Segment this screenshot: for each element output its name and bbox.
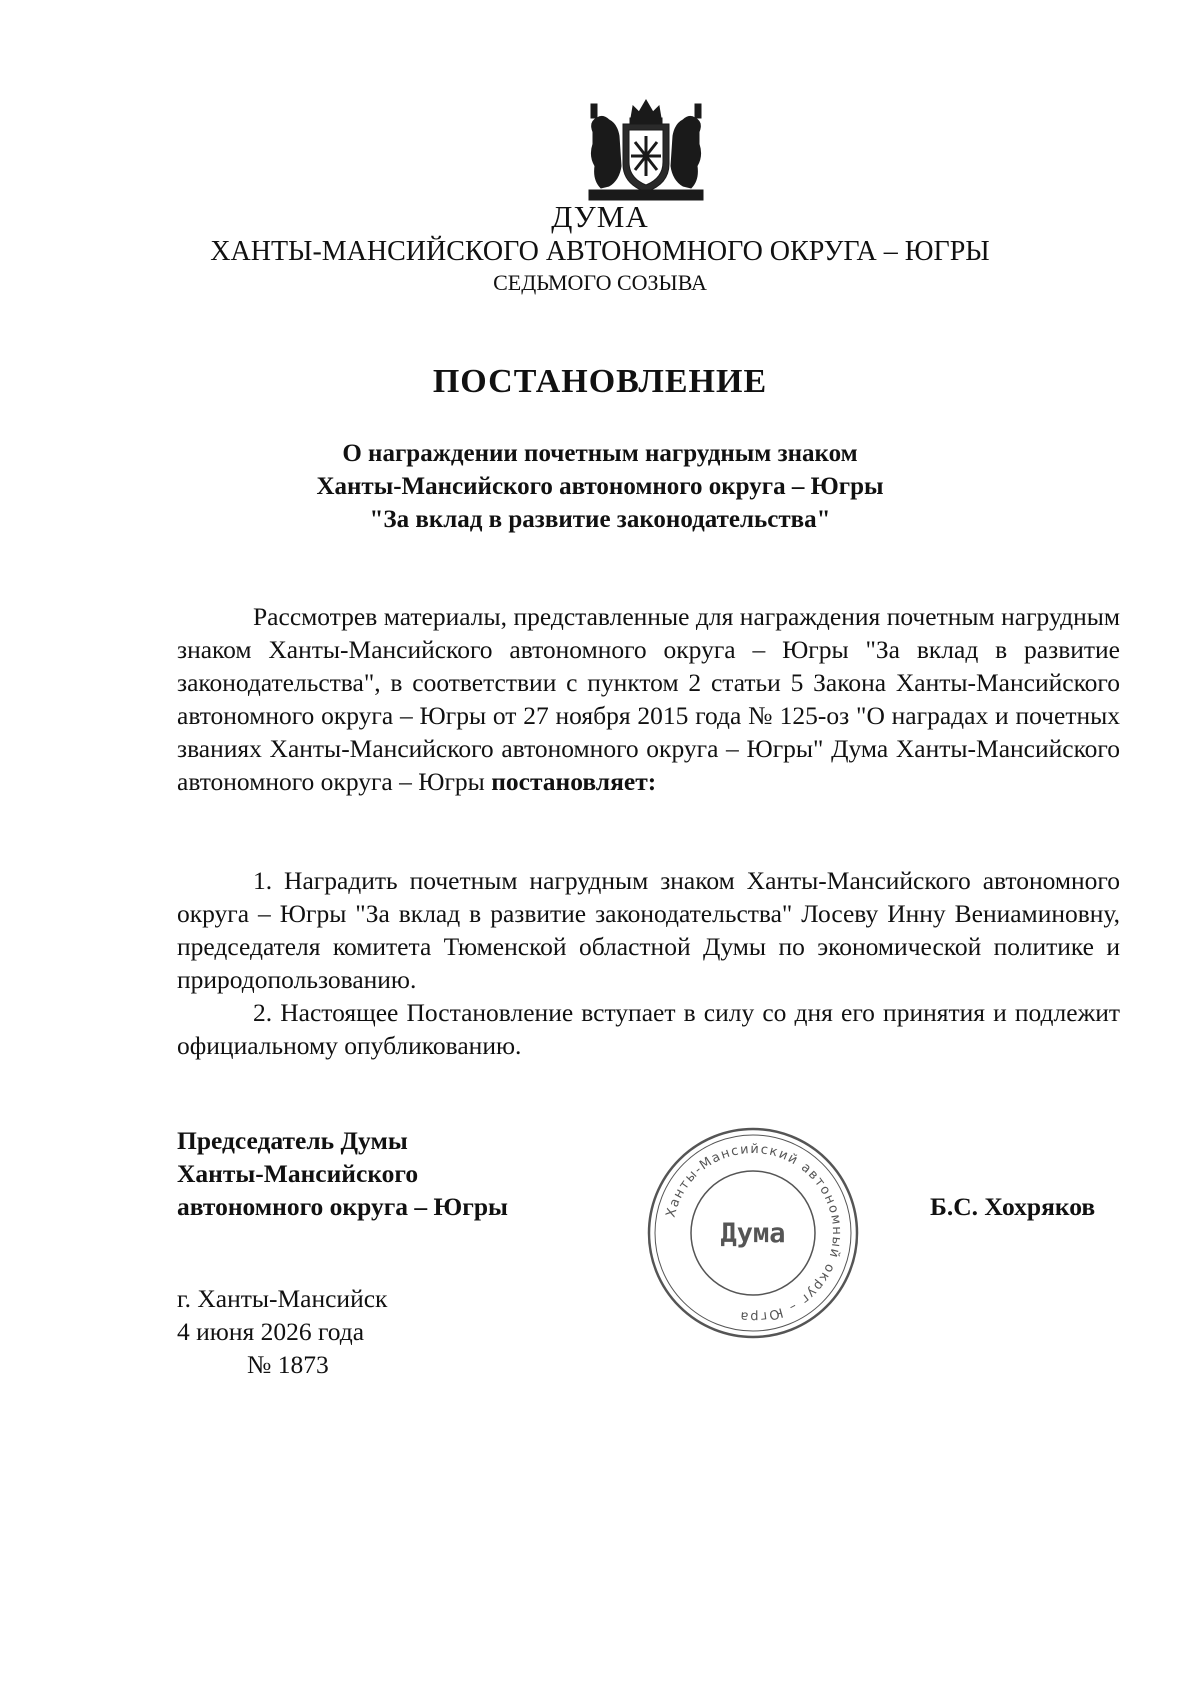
place: г. Ханты-Мансийск: [177, 1284, 388, 1313]
resolution-item: 2. Настоящее Постановление вступает в силу со дня его принятия и подлежит официальному опубликованию.: [177, 998, 1120, 1060]
org-full-name: ХАНТЫ-МАНСИЙСКОГО АВТОНОМНОГО ОКРУГА – ЮГРЫ: [210, 236, 990, 267]
preamble-text: Рассмотрев материалы, представленные для награждения почетным нагрудным знаком Ханты-Мансийского автономного округа – Югры "За вклад в развитие законодательства", в соответствии с пунктом 2 статьи 5 Закона Ханты-Мансийского автономного округа – Югры от 27 ноября 2015 года № 125-оз "О наградах и почетных званиях Ханты-Мансийского автономного округа – Югры" Дума Ханты-Мансийского автономного округа – Югры: [177, 602, 1120, 796]
signer-name: Б.С. Хохряков: [930, 1192, 1096, 1221]
resolution-item: 1. Наградить почетным нагрудным знаком Ханты-Мансийского автономного округа – Югры "За вклад в развитие законодательства" Лосеву Инну Вениаминовну, председателя комитета Тюменской областной Думы по экономической политике и природопользованию.: [177, 866, 1120, 994]
signer-title-line: Председатель Думы: [177, 1126, 408, 1155]
resolution-items: [177, 864, 1120, 1062]
document-footer: [177, 1282, 387, 1381]
seal-ring-text: Ханты-Мансийский автономный округ – Югра: [663, 1141, 845, 1325]
document-date: 4 июня 2026 года: [177, 1317, 365, 1346]
official-seal: [643, 1124, 863, 1342]
subject-line: Ханты-Мансийского автономного округа – Югры: [316, 473, 884, 500]
seal-center-text: Дума: [720, 1218, 786, 1249]
document-type-heading: ПОСТАНОВЛЕНИЕ: [432, 363, 768, 400]
coat-of-arms-icon: [583, 96, 709, 206]
signer-title: [177, 1124, 508, 1223]
preamble-paragraph: [177, 600, 1120, 798]
signer-title-line: автономного округа – Югры: [177, 1192, 508, 1221]
document-subject: [0, 437, 1200, 536]
preamble: [177, 600, 1120, 798]
preamble-bold-verb: постановляет:: [491, 767, 657, 796]
signer-title-line: Ханты-Мансийского: [177, 1159, 419, 1188]
subject-line: О награждении почетным нагрудным знаком: [342, 440, 858, 467]
org-title: ДУМА: [551, 199, 649, 234]
org-convocation: СЕДЬМОГО СОЗЫВА: [493, 270, 707, 295]
subject-line: "За вклад в развитие законодательства": [369, 506, 831, 533]
document-number: № 1873: [247, 1350, 329, 1379]
